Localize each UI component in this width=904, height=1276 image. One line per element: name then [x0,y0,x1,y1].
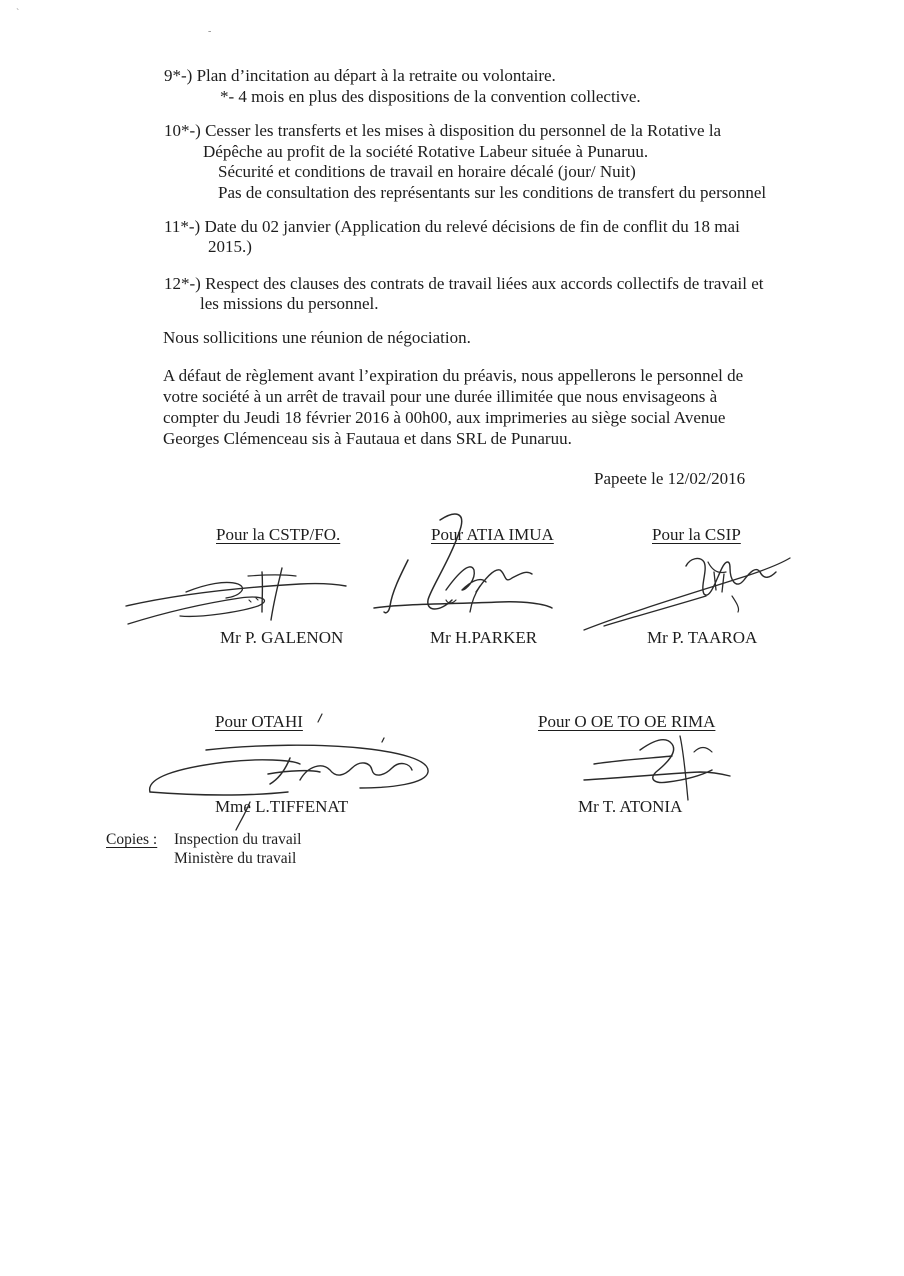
item-11 [164,217,740,236]
item-11-continuation: 2015.) [208,237,252,256]
item-number: 9*-) [164,66,193,85]
item-10-sub-2: Pas de consultation des représentants sur les conditions de transfert du personnel [218,183,767,202]
signatory-name-tiffenat: Mme L.TIFFENAT [215,797,349,816]
signatory-name-galenon: Mr P. GALENON [220,628,344,647]
notice-line-1: A défaut de règlement avant l’expiration du préavis, nous appellerons le personnel de [163,366,744,385]
item-text: Cesser les transferts et les mises à disposition du personnel de la Rotative la [205,121,722,140]
negotiation-request: Nous sollicitions une réunion de négociation. [163,328,471,347]
item-text: Respect des clauses des contrats de travail liées aux accords collectifs de travail et [205,274,764,293]
signatory-org-csip: Pour la CSIP [652,525,741,544]
date-line: Papeete le 12/02/2016 [594,469,746,488]
signature-galenon [126,568,346,624]
scan-speck: ` [16,8,20,19]
signatory-org-o-oe-to-oe-rima: Pour O OE TO OE RIMA [538,712,716,731]
signatory-org-cstp-fo: Pour la CSTP/FO. [216,525,341,544]
item-text: Date du 02 janvier (Application du relevé décisions de fin de conflit du 18 mai [204,217,740,236]
item-text: Plan d’incitation au départ à la retraite ou volontaire. [196,66,556,85]
item-10-sub-1: Sécurité et conditions de travail en horaire décalé (jour/ Nuit) [218,162,636,181]
item-number: 12*-) [164,274,201,293]
item-12-continuation: les missions du personnel. [200,294,379,313]
item-10 [164,121,721,140]
notice-line-4: Georges Clémenceau sis à Fautaua et dans SRL de Punaruu. [163,429,572,448]
item-9 [164,66,556,85]
copies-line-2: Ministère du travail [174,850,297,867]
signatory-name-taaroa: Mr P. TAAROA [647,628,758,647]
item-10-continuation: Dépêche au profit de la société Rotative Labeur située à Punaruu. [203,142,649,161]
notice-line-2: votre société à un arrêt de travail pour une durée illimitée que nous envisageons à [163,387,718,406]
scan-speck: - [208,26,212,37]
item-9-sub-1: *- 4 mois en plus des dispositions de la convention collective. [220,87,641,106]
signatory-name-parker: Mr H.PARKER [430,628,538,647]
signatory-org-otahi: Pour OTAHI [215,712,303,731]
item-number: 10*-) [164,121,201,140]
signature-atonia [584,736,730,800]
signatory-org-atia-imua: Pour ATIA IMUA [431,525,554,544]
signatory-name-atonia: Mr T. ATONIA [578,797,683,816]
copies-label: Copies : [106,831,158,848]
signature-taaroa [584,558,790,630]
item-number: 11*-) [164,217,201,236]
copies-line-1: Inspection du travail [174,831,302,848]
item-12 [164,274,764,293]
notice-line-3: compter du Jeudi 18 février 2016 à 00h00, aux imprimeries au siège social Avenue [163,408,726,427]
